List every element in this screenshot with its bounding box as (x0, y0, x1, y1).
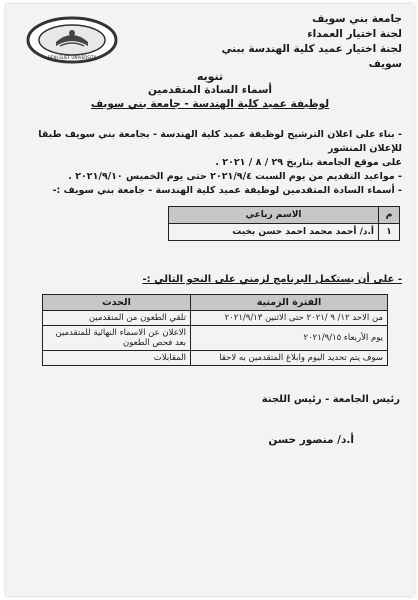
committee-detail: لجنة اختيار عميد كلية الهندسة ببني سويف (221, 43, 402, 70)
schedule-event: الاعلان عن الاسماء النهائية للمتقدمين بعد فحص الطعون (43, 326, 191, 351)
header-event: الحدث (43, 295, 191, 311)
logo-text: BENI-SUEF UNIVERSITY (47, 55, 97, 60)
document-page (6, 4, 414, 596)
applicant-name: أ.د/ أحمد محمد احمد حسن بخيت (169, 224, 379, 241)
schedule-event: المقابلات (43, 351, 191, 366)
body-line: - بناء على اعلان الترشيح لوظيفة عميد كلية الهندسة - بجامعة بني سويف طبقا للإعلان المنشور (38, 129, 402, 154)
body-line: - أسماء السادة المتقدمين لوظيفة عميد كلية الهندسة - جامعة بني سويف :- (52, 185, 402, 196)
signature-name: أ.د/ منصور حسن (268, 434, 354, 446)
schedule-period: من الاحد ١٢/ ٩ /٢٠٢١ حتى الاثنين ٢٠٢١/٩/١٣ (191, 311, 388, 326)
notice-body (22, 128, 402, 198)
header-number: م (379, 207, 400, 224)
schedule-period: سوف يتم تحديد اليوم وابلاغ المتقدمين به لاحقا (191, 351, 388, 366)
committee-name: لجنة اختيار العمداء (307, 28, 402, 40)
table-row (43, 326, 388, 351)
schedule-intro: - على أن يستكمل البرنامج لزمني على النحو التالي :- (142, 274, 402, 285)
body-line: على موقع الجامعة بتاريخ ٢٩ / ٨ / ٢٠٢١ . (215, 157, 402, 168)
schedule-table (42, 294, 388, 366)
university-logo (26, 16, 118, 64)
signature-title: رئيس الجامعة - رئيس اللجنة (261, 394, 400, 405)
body-line: - مواعيد التقديم من يوم السبت ٢٠٢١/٩/٤ حتى يوم الخميس ٢٠٢١/٩/١٠ . (68, 171, 402, 182)
notice-position: لوظيفة عميد كلية الهندسة - جامعة بني سويف (90, 98, 330, 110)
table-row (169, 224, 400, 241)
header-period: الفترة الزمنية (191, 295, 388, 311)
applicants-table (168, 206, 400, 241)
applicant-number: ١ (379, 224, 400, 241)
university-name: جامعة بني سويف (312, 13, 402, 25)
schedule-period: يوم الأربعاء ٢٠٢١/٩/١٥ (191, 326, 388, 351)
notice-title: تنويه (196, 70, 224, 83)
notice-subtitle: أسماء السادة المتقدمين (147, 84, 273, 96)
table-row (43, 351, 388, 366)
schedule-event: تلقي الطعون من المتقدمين (43, 311, 191, 326)
table-row (43, 311, 388, 326)
letterhead (192, 12, 402, 72)
header-name: الاسم رباعي (169, 207, 379, 224)
